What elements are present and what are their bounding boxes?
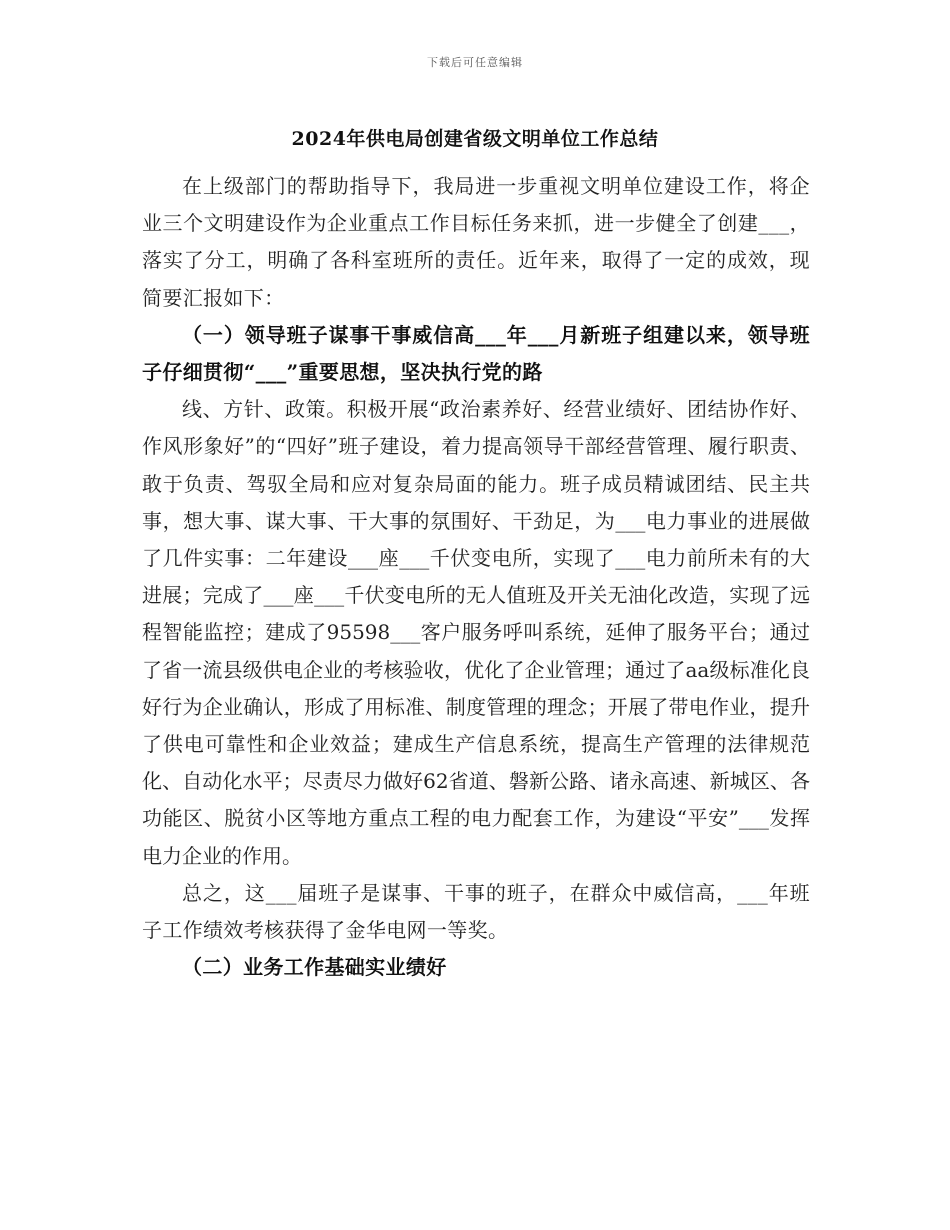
document-title: 2024年供电局创建省级文明单位工作总结 — [291, 128, 659, 150]
header-note: 下载后可任意编辑 — [427, 56, 523, 69]
document-body — [142, 168, 810, 986]
paragraph-leadership: 线、方针、政策。积极开展“政治素养好、经营业绩好、团结协作好、作风形象好”的“四好”班子建设，着力提高领导干部经营管理、履行职责、敢于负责、驾驭全局和应对复杂局面的能力。班子成员精诚团结、民主共事，想大事、谋大事、干大事的氛围好、干劲足，为___电力事业的进展做了几件实事：二年建设___座___千伏变电所，实现了___电力前所未有的大进展；完成了___座___千伏变电所的无人值班及开关无油化改造，实现了远程智能监控；建成了95598___客户服务呼叫系统，延伸了服务平台；通过了省一流县级供电企业的考核验收，优化了企业管理；通过了aa级标准化良好行为企业确认，形成了用标准、制度管理的理念；开展了带电作业，提升了供电可靠性和企业效益；建成生产信息系统，提高生产管理的法律规范化、自动化水平；尽责尽力做好62省道、磐新公路、诸永高速、新城区、各功能区、脱贫小区等地方重点工程的电力配套工作，为建设“平安”___发挥电力企业的作用。 — [142, 397, 810, 868]
section-heading-2: （二）业务工作基础实业绩好 — [182, 955, 447, 980]
paragraph-intro: 在上级部门的帮助指导下，我局进一步重视文明单位建设工作，将企业三个文明建设作为企业重点工作目标任务来抓，进一步健全了创建___，落实了分工，明确了各科室班所的责任。近年来，取得了一定的成效，现简要汇报如下： — [142, 174, 810, 310]
paragraph-summary: 总之，这___届班子是谋事、干事的班子，在群众中威信高，___年班子工作绩效考核获得了金华电网一等奖。 — [142, 880, 810, 943]
section-heading-1: （一）领导班子谋事干事威信高___年___月新班子组建以来，领导班子仔细贯彻“___”重要思想，坚决执行党的路 — [142, 322, 810, 385]
